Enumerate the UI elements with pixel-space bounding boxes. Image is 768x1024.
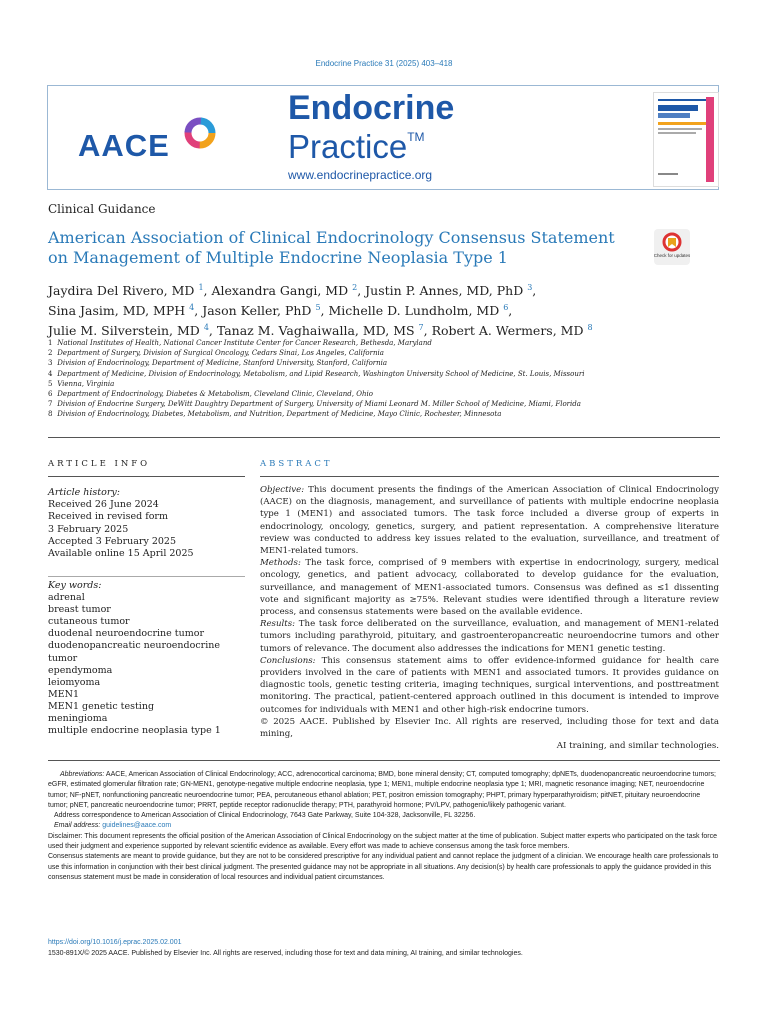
affiliation-text: National Institutes of Health, National Cancer Institute Center for Cancer Research, Bethesda, Maryland (57, 339, 432, 347)
author-affiliation-ref[interactable]: 5 (315, 303, 321, 313)
history-label: Article history: (48, 487, 120, 498)
author-name: Jaydira Del Rivero, MD (48, 283, 195, 299)
journal-name-endocrine: Endocrine (288, 89, 455, 127)
author-separator: , (532, 283, 537, 299)
conclusions-text: This consensus statement aims to offer evidence-informed guidance for health care providers involved in the care of patients with MEN1 and associated tumors. It provides guidance on diagnostic tools, genetic testing criteria, imaging techniques, surgical interventions, and posttreatment monitoring. The practical, patient-centered approach outlined in this document is intended to improve outcomes for individuals with MEN1 and other high-risk endocrine tumors. (260, 655, 719, 715)
affiliation-number: 3 (48, 359, 53, 368)
affiliation-list (48, 338, 708, 420)
aace-logo: AACE (78, 128, 170, 163)
history-item: Accepted 3 February 2025 (48, 535, 177, 547)
affiliation-text: Department of Medicine, Division of Endocrinology, Metabolism, and Lipid Research, Washington University School of Medicine, St. Louis, Missouri (57, 369, 585, 378)
keyword-item: leiomyoma (48, 676, 101, 688)
keyword-item: tumor (48, 652, 78, 664)
history-item: Received 26 June 2024 (48, 499, 159, 511)
keyword-item: ependymoma (48, 664, 113, 676)
email-label: Email address: (54, 822, 101, 830)
disclaimer-text: Disclaimer: This document represents the official position of the American Association of Clinical Endocrinology on the subject matter at the time of publication. Subject matter experts who participated on the task force used their judgment and experience supported by relevant scientific evidence as available. Every effort was made to achieve consensus among the task force members. (48, 832, 717, 851)
doi-block (48, 938, 720, 959)
abstract-results (260, 618, 719, 655)
keyword-item: duodenal neuroendocrine tumor (48, 628, 204, 640)
objective-label: Objective: (260, 485, 305, 495)
keyword-item: MEN1 (48, 688, 80, 700)
affiliation-number: 7 (48, 400, 53, 409)
affiliation-item (48, 409, 708, 419)
affiliation-item (48, 379, 708, 389)
keyword-item: breast tumor (48, 604, 111, 616)
section-label: Clinical Guidance (48, 202, 156, 216)
author-name: Alexandra Gangi, MD (211, 283, 349, 299)
trademark-symbol: TM (407, 130, 425, 144)
author-name: Sina Jasim, MD, MPH (48, 303, 186, 319)
copyright-line-2: AI training, and similar technologies. (556, 741, 719, 752)
journal-masthead (47, 85, 719, 190)
abstract-methods (260, 557, 719, 618)
affiliation-item (48, 358, 708, 368)
affiliation-text: Department of Surgery, Division of Surgical Oncology, Cedars Sinai, Los Angeles, California (57, 349, 384, 358)
abbreviations-note (48, 770, 720, 811)
author-separator: , (194, 303, 203, 319)
header-divider (48, 437, 720, 438)
issn-line: 1530-891X/© 2025 AACE. Published by Elsevier Inc. All rights are reserved, including those for text and data mining, AI training, and similar technologies. (48, 949, 523, 957)
affiliation-number: 1 (48, 339, 53, 347)
affiliation-item (48, 369, 708, 379)
abstract-body (260, 484, 719, 752)
objective-text: This document presents the findings of the American Association of Clinical Endocrinology (AACE) on the diagnosis, management, and surveillance of patients with multiple endocrine neoplasia type 1 (MEN1) and associated tumors. The task force included a diverse group of experts in endocrinology, oncology, genetics, surgery, and patient representation. A comprehensive literature review was conducted to address key issues related to the evaluation, surveillance, and treatment of MEN1-related tumors. (260, 485, 720, 557)
journal-name-practice-text: Practice (288, 128, 408, 165)
journal-citation[interactable]: Endocrine Practice 31 (2025) 403–418 (315, 59, 453, 68)
author-name: Jason Keller, PhD (202, 303, 312, 319)
email-link[interactable]: guidelines@aace.com (102, 822, 172, 830)
affiliation-text: Department of Endocrinology, Diabetes & Metabolism, Cleveland Clinic, Cleveland, Ohio (57, 390, 373, 399)
history-divider (48, 576, 245, 577)
keyword-item: multiple endocrine neoplasia type 1 (48, 725, 221, 737)
article-info-heading: ARTICLE INFO (48, 459, 151, 469)
author-name: Julie M. Silverstein, MD (48, 323, 200, 339)
author-list (48, 279, 708, 339)
affiliation-text: Division of Endocrinology, Department of Medicine, Stanford University, Stanford, California (57, 359, 388, 368)
keyword-item: duodenopancreatic neuroendocrine (48, 640, 220, 652)
author-affiliation-ref[interactable]: 3 (527, 283, 533, 292)
author-affiliation-ref[interactable]: 2 (352, 283, 358, 292)
keyword-list (48, 592, 248, 737)
author-affiliation-ref[interactable]: 7 (418, 323, 424, 333)
author-affiliation-ref[interactable]: 8 (587, 323, 593, 333)
affiliation-number: 2 (48, 349, 53, 358)
affiliation-number: 8 (48, 410, 53, 419)
conclusions-label: Conclusions: (260, 655, 316, 666)
keyword-item: cutaneous tumor (48, 616, 130, 628)
author-separator: , (423, 323, 432, 339)
abstract-heading: ABSTRACT (260, 459, 333, 469)
check-for-updates-icon[interactable] (654, 229, 690, 265)
journal-cover-thumbnail[interactable] (653, 92, 719, 187)
keywords-label: Key words: (48, 580, 102, 591)
abbreviations-label: Abbreviations: (60, 771, 105, 778)
correspondence-address: Address correspondence to American Association of Clinical Endocrinology, 7643 Gate Parkway, Suite 104-328, Jacksonville, FL 32256. (54, 812, 476, 820)
author-affiliation-ref[interactable]: 4 (189, 303, 195, 313)
author-separator: , (320, 303, 329, 319)
abstract-conclusions (260, 655, 719, 716)
keyword-item: adrenal (48, 592, 85, 604)
results-label: Results: (260, 619, 296, 630)
affiliation-item (48, 399, 708, 409)
abstract-bottom-divider (48, 760, 720, 761)
journal-name-practice (288, 128, 425, 166)
affiliation-text: Vienna, Virginia (57, 379, 115, 388)
copyright-line-1: © 2025 AACE. Published by Elsevier Inc. All rights are reserved, including those for text and data mining, (260, 716, 719, 740)
doi-link[interactable]: https://doi.org/10.1016/j.eprac.2025.02.001 (48, 939, 182, 946)
author-name: Michelle D. Lundholm, MD (328, 303, 500, 319)
methods-text: The task force, comprised of 9 members with expertise in endocrinology, surgery, medical oncology, genetics, and patient advocacy, collaborated to develop guidance for the evaluation, surveillance, and management of MEN1-associated tumors. Consensus was defined as ≤1 dissenting vote and significant majority as ≥75%. Relevant studies were identified through a literature review process, and consensus statements were based on the available evidence. (260, 558, 719, 618)
history-item: Received in revised form (48, 511, 168, 523)
affiliation-number: 4 (48, 369, 53, 378)
affiliation-number: 5 (48, 379, 53, 388)
affiliation-text: Division of Endocrinology, Diabetes, Metabolism, and Nutrition, Department of Medicine, Mayo Clinic, Rochester, Minnesota (57, 410, 502, 419)
abstract-divider (260, 476, 719, 477)
journal-url-link[interactable]: www.endocrinepractice.org (288, 168, 433, 182)
email-line (48, 821, 720, 831)
author-affiliation-ref[interactable]: 4 (203, 323, 209, 333)
affiliation-item (48, 389, 708, 399)
keyword-item: meningioma (48, 713, 108, 725)
abbreviations-text: AACE, American Association of Clinical Endocrinology; ACC, adrenocortical carcinoma; BMD, bone mineral density; CT, computed tomography; dpNETs, duodenopancreatic neuroendocrine tumors; eGFR, estimated glomerular filtration rate; GN-MEN1, genotype-negative multiple endocrine neoplasia, type 1; MEN1, multiple endocrine neoplasia type 1; MRI, magnetic resonance imaging; NET, neuroendocrine tumor; NF-pNET, nonfunctioning pancreatic neuroendocrine tumor; PEA, percutaneous ethanol ablation; PET, positron emission tomography; PHPT, primary hyperparathyroidism; pitNET, pituitary neuroendocrine tumor; pNET, pancreatic neuroendocrine tumor; PRRT, peptide receptor radionuclide therapy; PTH, parathyroid hormone; PV/LPV, pathogenic/likely pathogenic variant. (48, 771, 717, 809)
author-affiliation-ref[interactable]: 1 (198, 283, 204, 292)
author-separator: , (357, 283, 366, 299)
abstract-copyright (260, 716, 719, 753)
article-title: American Association of Clinical Endocrinology Consensus Statement on Management of Multiple Endocrine Neoplasia Type 1 (48, 228, 615, 267)
methods-label: Methods: (260, 558, 301, 569)
affiliation-item (48, 348, 708, 358)
article-info-divider (48, 476, 245, 477)
author-separator: , (508, 303, 513, 319)
keyword-item: MEN1 genetic testing (48, 700, 155, 712)
history-list (48, 499, 248, 560)
author-name: Robert A. Wermers, MD (431, 323, 584, 339)
author-name: Justin P. Annes, MD, PhD (365, 283, 524, 299)
footnotes (48, 770, 720, 883)
author-separator: , (208, 323, 217, 339)
affiliation-item (48, 338, 708, 348)
affiliation-number: 6 (48, 390, 53, 399)
affiliation-text: Division of Endocrine Surgery, DeWitt Daughtry Department of Surgery, University of Miami Leonard M. Miller School of Medicine, Miami, Florida (57, 400, 581, 409)
article-history (48, 487, 248, 560)
history-item: Available online 15 April 2025 (48, 548, 194, 560)
results-text: The task force deliberated on the surveillance, evaluation, and management of MEN1-related tumors including parathyroid, pituitary, and gastroenteropancreatic neuroendocrine tumors and other tumors of relevance. The document also addresses the indications for MEN1 genetic testing. (260, 619, 719, 654)
crossmark-label: Check for updates (654, 253, 690, 258)
abstract-objective (260, 484, 719, 557)
author-affiliation-ref[interactable]: 6 (503, 303, 509, 313)
history-item: 3 February 2025 (48, 523, 129, 535)
keywords-block (48, 580, 248, 737)
author-separator: , (203, 283, 212, 299)
consensus-note: Consensus statements are meant to provide guidance, but they are not to be considered prescriptive for any individual patient and cannot replace the judgment of a clinician. We encourage health care professionals to use this information in conjunction with their best clinical judgment. The presented guidance may not be appropriate in all situations. Any decision(s) by health care professionals to apply the guidance provided in this consensus statement must be made in consideration of local resources and individual patient circumstances. (48, 853, 719, 881)
author-name: Tanaz M. Vaghaiwalla, MD, MS (216, 323, 415, 339)
aace-swirl-icon (178, 111, 222, 155)
